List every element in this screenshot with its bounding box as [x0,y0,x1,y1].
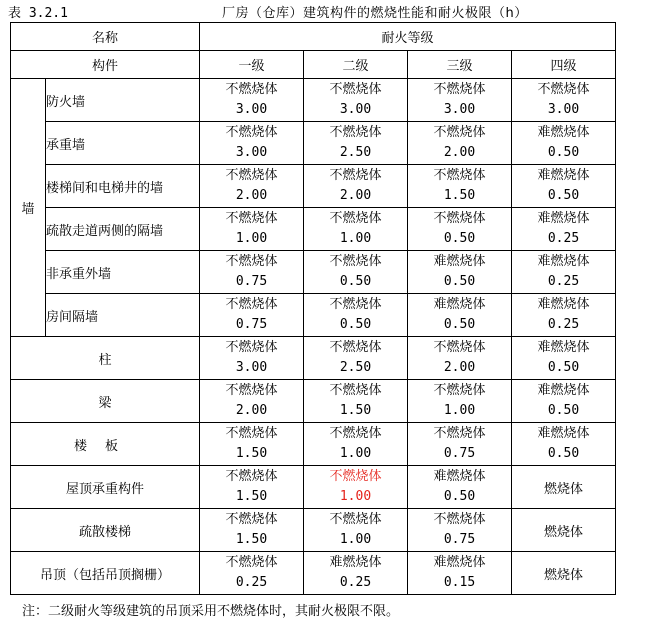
data-cell: 不燃烧体 1.00 [200,208,304,251]
table-row [11,380,616,423]
data-cell: 难燃烧体 0.15 [408,552,512,595]
data-cell-highlighted: 不燃烧体 1.00 [304,466,408,509]
table-row [11,208,616,251]
header-level-1: 一级 [200,51,304,79]
data-cell: 不燃烧体 0.75 [200,294,304,337]
table-row [11,251,616,294]
data-cell: 不燃烧体 2.50 [304,337,408,380]
table-row [11,466,616,509]
data-cell: 难燃烧体 0.25 [512,208,616,251]
data-cell: 不燃烧体 3.00 [200,122,304,165]
data-cell: 不燃烧体 0.75 [200,251,304,294]
data-cell: 不燃烧体 1.50 [200,423,304,466]
data-cell: 不燃烧体 0.50 [304,251,408,294]
data-cell: 不燃烧体 0.50 [408,208,512,251]
row-label: 房间隔墙 [46,294,200,337]
data-cell: 难燃烧体 0.50 [512,380,616,423]
data-cell: 不燃烧体 2.50 [304,122,408,165]
row-label: 梁 [11,380,200,423]
row-label: 疏散楼梯 [11,509,200,552]
table-row [11,423,616,466]
table-row [11,552,616,595]
table-row [11,337,616,380]
data-cell: 不燃烧体 3.00 [304,79,408,122]
data-cell: 难燃烧体 0.25 [304,552,408,595]
table-row [11,122,616,165]
header-row-1 [11,23,616,51]
data-cell: 不燃烧体 3.00 [408,79,512,122]
row-label: 非承重外墙 [46,251,200,294]
data-cell: 不燃烧体 1.50 [304,380,408,423]
data-cell: 难燃烧体 0.50 [512,165,616,208]
data-cell: 不燃烧体 2.00 [408,337,512,380]
data-cell: 燃烧体 [512,552,616,595]
data-cell: 燃烧体 [512,466,616,509]
header-fire-rating: 耐火等级 [200,23,616,51]
table-row [11,79,616,122]
header-level-2: 二级 [304,51,408,79]
data-cell: 不燃烧体 3.00 [512,79,616,122]
table-number: 表 3.2.1 [8,6,68,21]
row-label: 承重墙 [46,122,200,165]
data-cell: 不燃烧体 0.25 [200,552,304,595]
fire-rating-table [10,22,616,595]
data-cell: 难燃烧体 0.50 [408,294,512,337]
data-cell: 不燃烧体 0.75 [408,509,512,552]
data-cell: 不燃烧体 2.00 [200,380,304,423]
row-label: 柱 [11,337,200,380]
data-cell: 不燃烧体 2.00 [200,165,304,208]
row-label: 楼梯间和电梯井的墙 [46,165,200,208]
wall-group-label: 墙 [11,79,46,337]
header-level-3: 三级 [408,51,512,79]
data-cell: 不燃烧体 1.00 [304,423,408,466]
header-name: 名称 [11,23,200,51]
data-cell: 难燃烧体 0.25 [512,251,616,294]
row-label: 楼板 [11,423,200,466]
header-component: 构件 [11,51,200,79]
data-cell: 不燃烧体 0.50 [304,294,408,337]
row-label: 疏散走道两侧的隔墙 [46,208,200,251]
data-cell: 不燃烧体 3.00 [200,337,304,380]
table-row [11,294,616,337]
data-cell: 燃烧体 [512,509,616,552]
data-cell: 不燃烧体 1.00 [408,380,512,423]
data-cell: 不燃烧体 0.75 [408,423,512,466]
data-cell: 难燃烧体 0.50 [512,337,616,380]
data-cell: 不燃烧体 1.00 [304,208,408,251]
data-cell: 难燃烧体 0.50 [408,251,512,294]
data-cell: 不燃烧体 1.50 [200,466,304,509]
table-footnote: 注：二级耐火等级建筑的吊顶采用不燃烧体时，其耐火极限不限。 [22,604,400,619]
data-cell: 不燃烧体 2.00 [408,122,512,165]
data-cell: 难燃烧体 0.50 [512,423,616,466]
data-cell: 不燃烧体 1.50 [200,509,304,552]
data-cell: 不燃烧体 1.00 [304,509,408,552]
data-cell: 不燃烧体 1.50 [408,165,512,208]
table-row [11,509,616,552]
data-cell: 难燃烧体 0.25 [512,294,616,337]
data-cell: 难燃烧体 0.50 [408,466,512,509]
data-cell: 不燃烧体 3.00 [200,79,304,122]
data-cell: 难燃烧体 0.50 [512,122,616,165]
row-label: 防火墙 [46,79,200,122]
table-title: 厂房（仓库）建筑构件的燃烧性能和耐火极限（h） [222,6,528,21]
row-label: 屋顶承重构件 [11,466,200,509]
header-level-4: 四级 [512,51,616,79]
data-cell: 不燃烧体 2.00 [304,165,408,208]
header-row-2 [11,51,616,79]
table-row [11,165,616,208]
row-label: 吊顶（包括吊顶搁栅） [11,552,200,595]
